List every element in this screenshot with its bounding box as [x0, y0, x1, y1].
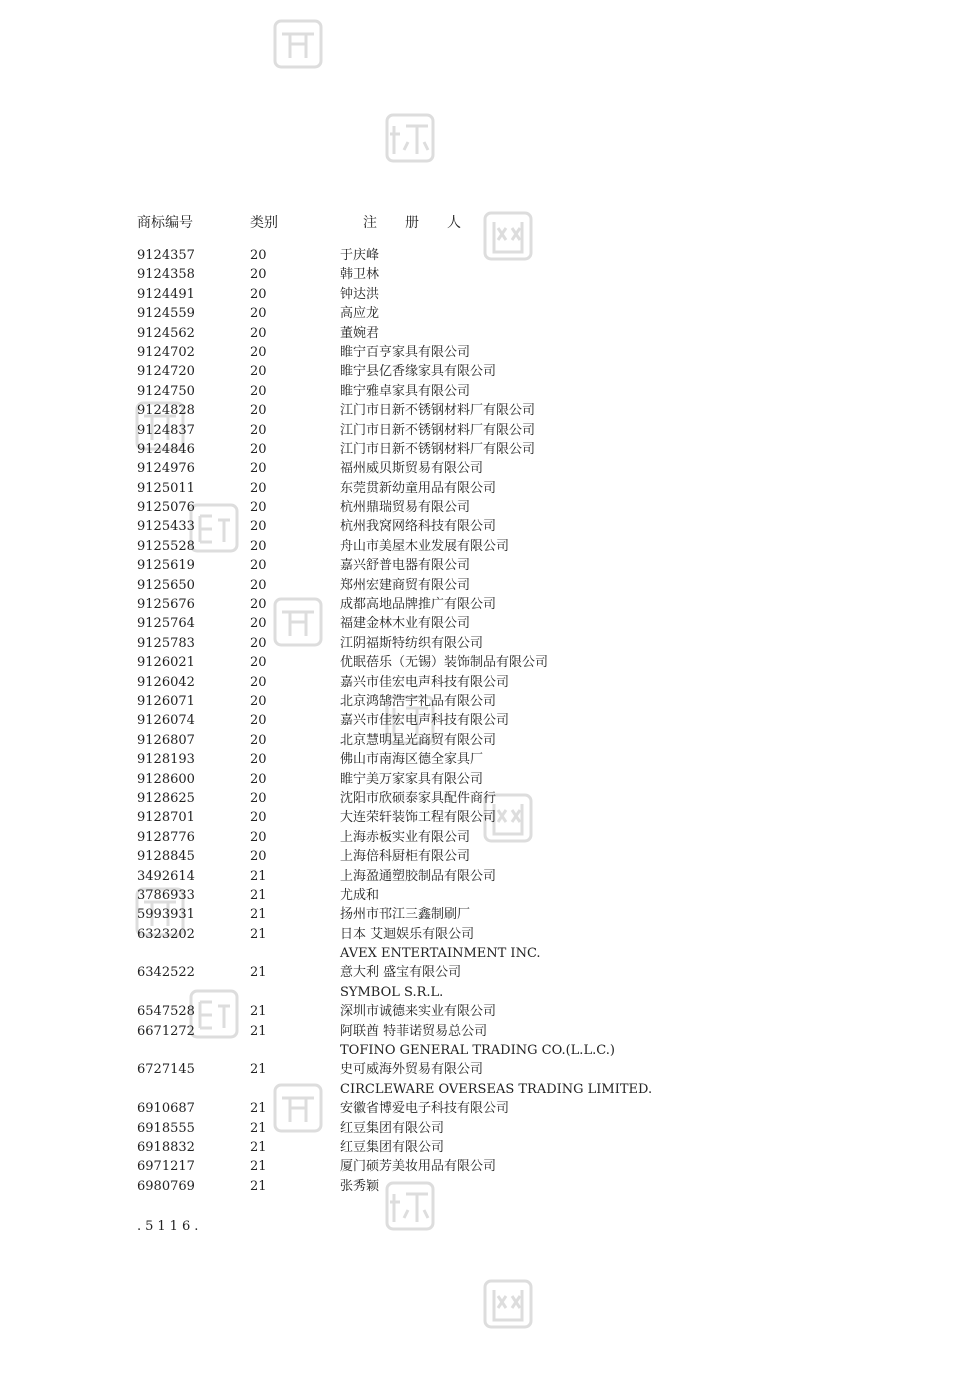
registrant-name: 上海赤板实业有限公司: [340, 829, 471, 845]
header-class: 类别: [250, 215, 278, 231]
class-number: 20: [250, 713, 267, 729]
table-row: [0, 556, 980, 575]
class-number: 21: [250, 965, 267, 981]
table-row: [0, 1041, 980, 1060]
class-number: 21: [250, 887, 267, 903]
trademark-number: 9126021: [137, 655, 195, 671]
table-row: [0, 634, 980, 653]
class-number: 21: [250, 1023, 267, 1039]
registrant-name: SYMBOL S.R.L.: [340, 984, 444, 1000]
table-row: [0, 731, 980, 750]
table-row: [0, 905, 980, 924]
table-row: [0, 1002, 980, 1021]
table-row: [0, 304, 980, 323]
table-row: [0, 789, 980, 808]
class-number: 20: [250, 732, 267, 748]
trademark-number: 9125676: [137, 597, 195, 613]
class-number: 20: [250, 829, 267, 845]
class-number: 20: [250, 597, 267, 613]
table-row: [0, 459, 980, 478]
class-number: 20: [250, 771, 267, 787]
registrant-name: 日本 艾迴娱乐有限公司: [340, 926, 475, 942]
class-number: 20: [250, 810, 267, 826]
class-number: 20: [250, 461, 267, 477]
trademark-number: 6323202: [137, 926, 195, 942]
trademark-number: 9124358: [137, 267, 195, 283]
class-number: 20: [250, 538, 267, 554]
class-number: 20: [250, 344, 267, 360]
trademark-number: 9128625: [137, 790, 195, 806]
table-row: [0, 1022, 980, 1041]
trademark-number: 6918555: [137, 1120, 195, 1136]
trademark-number: 9124702: [137, 344, 195, 360]
table-row: [0, 498, 980, 517]
trademark-number: 6727145: [137, 1062, 195, 1078]
registrant-name: 上海倍科厨柜有限公司: [340, 849, 471, 865]
table-row: [0, 886, 980, 905]
registrant-name: 厦门硕芳美妆用品有限公司: [340, 1159, 497, 1175]
table-row: [0, 1099, 980, 1118]
registrant-name: 尤成和: [340, 887, 380, 903]
registrant-name: 意大利 盛宝有限公司: [340, 965, 462, 981]
table-row: [0, 614, 980, 633]
registrant-name: 扬州市邗江三鑫制刷厂: [340, 907, 471, 923]
registrant-name: 上海盈通塑胶制品有限公司: [340, 868, 497, 884]
table-row: [0, 653, 980, 672]
header-registrant: 注 册 人: [363, 215, 461, 231]
trademark-number: 9125619: [137, 558, 195, 574]
table-row: [0, 673, 980, 692]
watermark-stamp: [482, 1278, 534, 1330]
registrant-name: 江阴福斯特纺织有限公司: [340, 635, 484, 651]
class-number: 20: [250, 441, 267, 457]
table-row: [0, 362, 980, 381]
registrant-name: 江门市日新不锈钢材料厂有限公司: [340, 441, 536, 457]
registrant-name: 高应龙: [340, 306, 380, 322]
class-number: 20: [250, 693, 267, 709]
registrant-name: 郑州宏建商贸有限公司: [340, 577, 471, 593]
registrant-name: 东莞贯新幼童用品有限公司: [340, 480, 497, 496]
table-row: [0, 808, 980, 827]
page-number: .5116.: [137, 1219, 203, 1234]
table-row: [0, 595, 980, 614]
registrant-name: 北京鸿鹄浩宇礼品有限公司: [340, 693, 497, 709]
trademark-number: 6671272: [137, 1023, 195, 1039]
registrant-name: CIRCLEWARE OVERSEAS TRADING LIMITED.: [340, 1081, 653, 1097]
trademark-number: 6980769: [137, 1178, 195, 1194]
trademark-number: 9125783: [137, 635, 195, 651]
table-row: [0, 440, 980, 459]
registrant-name: 睢宁县亿香缘家具有限公司: [340, 364, 497, 380]
trademark-number: 3786933: [137, 887, 195, 903]
class-number: 21: [250, 1062, 267, 1078]
trademark-number: 9124559: [137, 306, 195, 322]
registrant-name: 福州威贝斯贸易有限公司: [340, 461, 484, 477]
trademark-number: 9124837: [137, 422, 195, 438]
trademark-number: 9125011: [137, 480, 195, 496]
class-number: 20: [250, 616, 267, 632]
trademark-number: 6971217: [137, 1159, 195, 1175]
trademark-number: 9125650: [137, 577, 195, 593]
class-number: 21: [250, 1159, 267, 1175]
registrant-name: AVEX ENTERTAINMENT INC.: [340, 946, 541, 962]
table-row: [0, 265, 980, 284]
registrant-name: 睢宁雅卓家具有限公司: [340, 383, 471, 399]
class-number: 20: [250, 790, 267, 806]
class-number: 20: [250, 635, 267, 651]
table-row: [0, 867, 980, 886]
class-number: 20: [250, 519, 267, 535]
trademark-number: 9126071: [137, 693, 195, 709]
table-row: [0, 1119, 980, 1138]
registrant-name: 阿联酋 特菲诺贸易总公司: [340, 1023, 488, 1039]
table-row: [0, 246, 980, 265]
table-row: [0, 692, 980, 711]
trademark-number: 9125528: [137, 538, 195, 554]
class-number: 20: [250, 480, 267, 496]
trademark-number: 9124846: [137, 441, 195, 457]
registrant-name: 睢宁美万家家具有限公司: [340, 771, 484, 787]
class-number: 20: [250, 558, 267, 574]
class-number: 20: [250, 500, 267, 516]
table-row: [0, 382, 980, 401]
class-number: 20: [250, 364, 267, 380]
class-number: 20: [250, 325, 267, 341]
registrant-name: 大连荣轩装饰工程有限公司: [340, 810, 497, 826]
class-number: 20: [250, 655, 267, 671]
table-row: [0, 1157, 980, 1176]
class-number: 20: [250, 286, 267, 302]
registrant-name: 嘉兴市佳宏电声科技有限公司: [340, 674, 510, 690]
class-number: 21: [250, 1004, 267, 1020]
class-number: 20: [250, 383, 267, 399]
class-number: 21: [250, 1101, 267, 1117]
class-number: 21: [250, 1178, 267, 1194]
registrant-name: 韩卫林: [340, 267, 380, 283]
registrant-name: 嘉兴舒普电器有限公司: [340, 558, 471, 574]
trademark-number: 5993931: [137, 907, 195, 923]
watermark-stamp: [272, 18, 324, 70]
registrant-name: 杭州我窝网络科技有限公司: [340, 519, 497, 535]
table-row: [0, 401, 980, 420]
table-row: [0, 828, 980, 847]
registrant-name: 优眠蓓乐（无锡）装饰制品有限公司: [340, 655, 549, 671]
table-row: [0, 983, 980, 1002]
class-number: 20: [250, 267, 267, 283]
table-row: [0, 1060, 980, 1079]
class-number: 20: [250, 674, 267, 690]
registrant-name: 深圳市诚德来实业有限公司: [340, 1004, 497, 1020]
trademark-number: 9128600: [137, 771, 195, 787]
trademark-number: 9125076: [137, 500, 195, 516]
table-row: [0, 944, 980, 963]
class-number: 21: [250, 1120, 267, 1136]
trademark-number: 6910687: [137, 1101, 195, 1117]
class-number: 21: [250, 907, 267, 923]
class-number: 21: [250, 868, 267, 884]
trademark-number: 9125433: [137, 519, 195, 535]
registrant-name: 于庆峰: [340, 248, 380, 263]
class-number: 20: [250, 849, 267, 865]
table-row: [0, 517, 980, 536]
table-row: [0, 285, 980, 304]
class-number: 21: [250, 1139, 267, 1155]
table-row: [0, 324, 980, 343]
registrant-name: TOFINO GENERAL TRADING CO.(L.L.C.): [340, 1043, 615, 1059]
table-row: [0, 711, 980, 730]
registrant-name: 红豆集团有限公司: [340, 1120, 445, 1136]
registration-table: [0, 246, 980, 1196]
trademark-number: 9124720: [137, 364, 195, 380]
class-number: 20: [250, 248, 267, 263]
registrant-name: 佛山市南海区德全家具厂: [340, 752, 484, 768]
class-number: 20: [250, 306, 267, 322]
table-row: [0, 1177, 980, 1196]
trademark-number: 9124491: [137, 286, 195, 302]
table-row: [0, 847, 980, 866]
table-row: [0, 1080, 980, 1099]
trademark-number: 9125764: [137, 616, 195, 632]
registrant-name: 董婉君: [340, 325, 380, 341]
registrant-name: 江门市日新不锈钢材料厂有限公司: [340, 403, 536, 419]
trademark-number: 9124357: [137, 248, 195, 263]
registrant-name: 沈阳市欣硕泰家具配件商行: [340, 790, 497, 806]
table-row: [0, 537, 980, 556]
trademark-number: 9124750: [137, 383, 195, 399]
registrant-name: 江门市日新不锈钢材料厂有限公司: [340, 422, 536, 438]
table-row: [0, 925, 980, 944]
registrant-name: 福建金林木业有限公司: [340, 616, 471, 632]
trademark-number: 6547528: [137, 1004, 195, 1020]
table-row: [0, 576, 980, 595]
class-number: 20: [250, 403, 267, 419]
trademark-number: 9128845: [137, 849, 195, 865]
registrant-name: 杭州鼎瑞贸易有限公司: [340, 500, 471, 516]
registrant-name: 张秀颖: [340, 1178, 380, 1194]
class-number: 21: [250, 926, 267, 942]
trademark-number: 9126042: [137, 674, 195, 690]
registrant-name: 史可威海外贸易有限公司: [340, 1062, 484, 1078]
registrant-name: 嘉兴市佳宏电声科技有限公司: [340, 713, 510, 729]
table-row: [0, 1138, 980, 1157]
class-number: 20: [250, 422, 267, 438]
trademark-number: 9128701: [137, 810, 195, 826]
registrant-name: 睢宁百亨家具有限公司: [340, 344, 471, 360]
registrant-name: 北京慧明星光商贸有限公司: [340, 732, 497, 748]
class-number: 20: [250, 752, 267, 768]
trademark-number: 9124562: [137, 325, 195, 341]
trademark-number: 3492614: [137, 868, 195, 884]
table-row: [0, 421, 980, 440]
trademark-number: 6918832: [137, 1139, 195, 1155]
registrant-name: 安徽省博爱电子科技有限公司: [340, 1101, 510, 1117]
class-number: 20: [250, 577, 267, 593]
trademark-number: 9126074: [137, 713, 195, 729]
trademark-number: 9126807: [137, 732, 195, 748]
table-row: [0, 750, 980, 769]
trademark-number: 9128193: [137, 752, 195, 768]
table-row: [0, 963, 980, 982]
header-trademark-number: 商标编号: [137, 215, 193, 231]
registrant-name: 舟山市美屋木业发展有限公司: [340, 538, 510, 554]
trademark-number: 9128776: [137, 829, 195, 845]
table-row: [0, 770, 980, 789]
trademark-number: 9124828: [137, 403, 195, 419]
table-row: [0, 479, 980, 498]
trademark-number: 9124976: [137, 461, 195, 477]
registrant-name: 红豆集团有限公司: [340, 1139, 445, 1155]
registrant-name: 钟达洪: [340, 286, 380, 302]
watermark-stamp: [384, 112, 436, 164]
table-row: [0, 343, 980, 362]
trademark-number: 6342522: [137, 965, 195, 981]
registrant-name: 成都高地品牌推广有限公司: [340, 597, 497, 613]
